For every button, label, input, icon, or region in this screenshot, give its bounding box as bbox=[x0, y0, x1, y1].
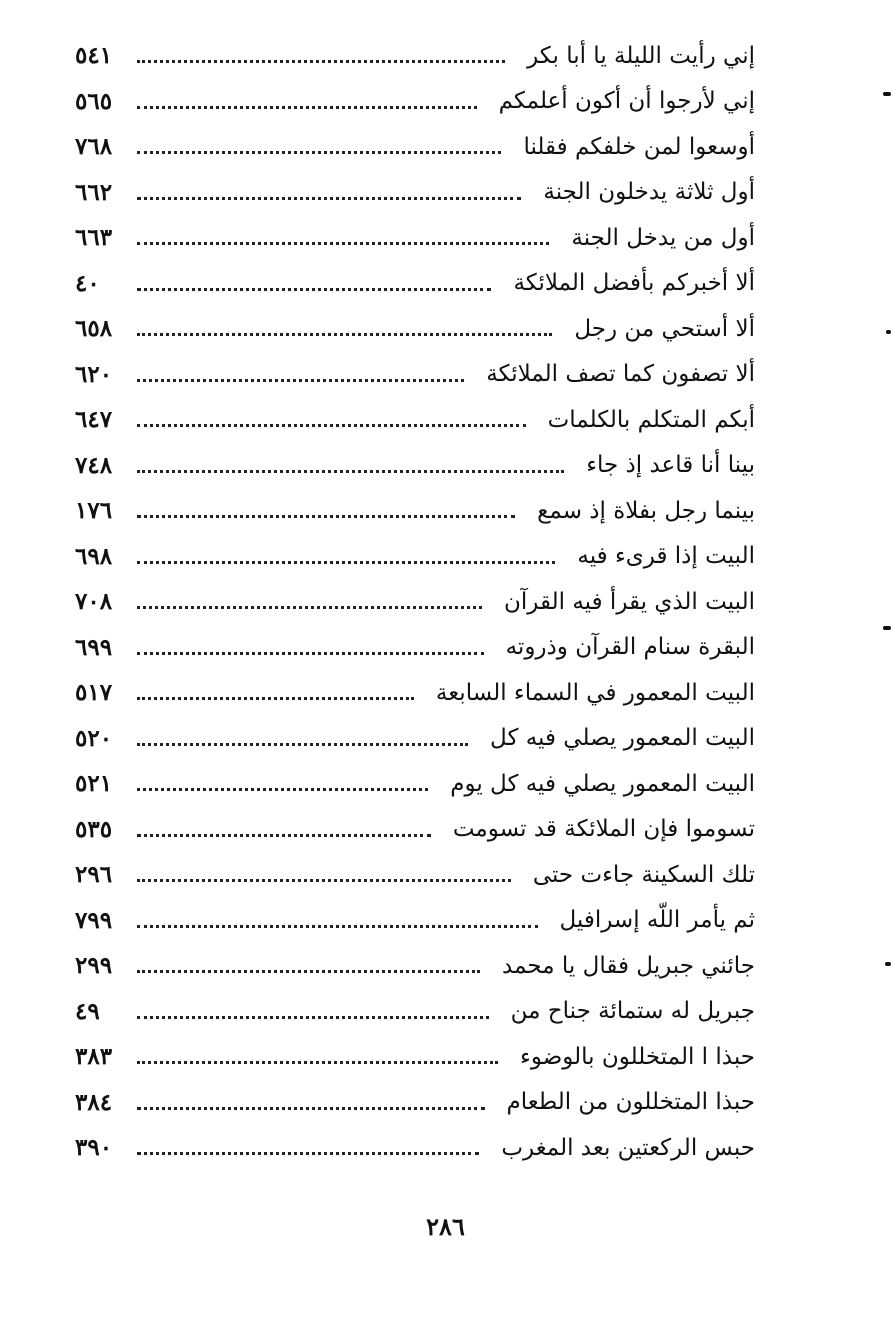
margin-mark bbox=[885, 962, 891, 966]
index-entry bbox=[75, 215, 755, 261]
entry-text: أبكم المتكلم بالكلمات bbox=[547, 406, 755, 433]
entry-text: البيت المعمور في السماء السابعة bbox=[435, 679, 755, 706]
index-entry bbox=[75, 33, 755, 79]
dot-leader bbox=[137, 925, 538, 928]
index-list bbox=[75, 33, 755, 1171]
entry-page-number: ٧٦٨ bbox=[75, 133, 113, 161]
entry-page-number: ٢٩٩ bbox=[75, 952, 113, 980]
entry-page-number: ٥٢٠ bbox=[75, 724, 113, 752]
entry-page-number: ٢٩٦ bbox=[75, 861, 113, 889]
entry-page-number: ٥١٧ bbox=[75, 679, 113, 707]
margin-mark bbox=[883, 626, 891, 630]
index-entry bbox=[75, 488, 755, 534]
dot-leader bbox=[137, 1016, 489, 1019]
index-entry bbox=[75, 534, 755, 580]
entry-page-number: ٥٢١ bbox=[75, 770, 113, 798]
dot-leader bbox=[137, 1061, 498, 1064]
entry-text: جائني جبريل فقال يا محمد bbox=[502, 952, 755, 979]
index-entry bbox=[75, 579, 755, 625]
entry-page-number: ٥٣٥ bbox=[75, 815, 113, 843]
entry-text: ألا أستحي من رجل bbox=[574, 315, 755, 342]
index-entry bbox=[75, 352, 755, 398]
index-entry bbox=[75, 761, 755, 807]
dot-leader bbox=[137, 788, 428, 791]
index-entry bbox=[75, 852, 755, 898]
dot-leader bbox=[137, 333, 552, 336]
dot-leader bbox=[137, 606, 482, 609]
index-entry bbox=[75, 1080, 755, 1126]
entry-page-number: ٦٩٨ bbox=[75, 542, 113, 570]
dot-leader bbox=[137, 697, 414, 700]
entry-page-number: ١٧٦ bbox=[75, 497, 113, 525]
dot-leader bbox=[137, 151, 501, 154]
dot-leader bbox=[137, 743, 468, 746]
index-entry bbox=[75, 1125, 755, 1171]
dot-leader bbox=[137, 470, 564, 473]
entry-page-number: ٦٥٨ bbox=[75, 315, 113, 343]
entry-text: تسوموا فإن الملائكة قد تسومت bbox=[452, 816, 755, 843]
entry-page-number: ٣٩٠ bbox=[75, 1134, 113, 1162]
entry-text: جبريل له ستمائة جناح من bbox=[510, 998, 755, 1025]
entry-page-number: ٥٤١ bbox=[75, 42, 113, 70]
entry-text: حبذا ا المتخللون بالوضوء bbox=[520, 1043, 755, 1070]
index-entry bbox=[75, 397, 755, 443]
entry-text: ألا تصفون كما تصف الملائكة bbox=[486, 361, 755, 388]
dot-leader bbox=[137, 1152, 479, 1155]
index-entry bbox=[75, 670, 755, 716]
dot-leader bbox=[137, 106, 477, 109]
entry-page-number: ٤٩ bbox=[75, 997, 100, 1025]
entry-text: حبذا المتخللون من الطعام bbox=[506, 1089, 755, 1116]
entry-page-number: ٧٠٨ bbox=[75, 588, 113, 616]
index-entry bbox=[75, 306, 755, 352]
entry-page-number: ٦٢٠ bbox=[75, 360, 113, 388]
entry-text: بينا أنا قاعد إذ جاء bbox=[586, 452, 755, 479]
dot-leader bbox=[137, 652, 484, 655]
margin-mark bbox=[883, 92, 891, 96]
entry-text: البيت إذا قرىء فيه bbox=[577, 543, 755, 570]
entry-page-number: ٦٦٢ bbox=[75, 178, 113, 206]
entry-page-number: ٣٨٤ bbox=[75, 1088, 113, 1116]
entry-page-number: ٦٤٧ bbox=[75, 406, 113, 434]
entry-text: ثم يأمر اللّه إسرافيل bbox=[559, 907, 755, 934]
entry-text: إني رأيت الليلة يا أبا بكر bbox=[527, 42, 755, 69]
entry-page-number: ٣٨٣ bbox=[75, 1043, 113, 1071]
dot-leader bbox=[137, 1107, 485, 1110]
dot-leader bbox=[137, 834, 431, 837]
index-entry bbox=[75, 807, 755, 853]
dot-leader bbox=[137, 561, 555, 564]
entry-text: حبس الركعتين بعد المغرب bbox=[501, 1134, 755, 1161]
index-entry bbox=[75, 898, 755, 944]
entry-text: أوسعوا لمن خلفكم فقلنا bbox=[523, 133, 755, 160]
entry-text: البيت الذي يقرأ فيه القرآن bbox=[504, 588, 755, 615]
entry-text: البقرة سنام القرآن وذروته bbox=[505, 634, 755, 661]
entry-page-number: ٧٩٩ bbox=[75, 906, 113, 934]
index-entry bbox=[75, 1034, 755, 1080]
entry-page-number: ٤٠ bbox=[75, 269, 100, 297]
index-entry bbox=[75, 443, 755, 489]
entry-text: إني لأرجوا أن أكون أعلمكم bbox=[498, 88, 755, 115]
index-entry bbox=[75, 124, 755, 170]
entry-text: أول من يدخل الجنة bbox=[571, 224, 755, 251]
dot-leader bbox=[137, 242, 549, 245]
margin-mark bbox=[886, 330, 891, 334]
entry-text: البيت المعمور يصلي فيه كل يوم bbox=[450, 770, 755, 797]
index-entry bbox=[75, 261, 755, 307]
entry-text: تلك السكينة جاءت حتى bbox=[532, 861, 755, 888]
dot-leader bbox=[137, 197, 521, 200]
entry-text: البيت المعمور يصلي فيه كل bbox=[490, 725, 755, 752]
page-number: ٢٨٦ bbox=[426, 1212, 465, 1241]
entry-page-number: ٦٦٣ bbox=[75, 224, 113, 252]
dot-leader bbox=[137, 288, 491, 291]
index-entry bbox=[75, 943, 755, 989]
dot-leader bbox=[137, 60, 505, 63]
dot-leader bbox=[137, 515, 515, 518]
index-entry bbox=[75, 625, 755, 671]
entry-text: ألا أخبركم بأفضل الملائكة bbox=[513, 270, 755, 297]
dot-leader bbox=[137, 424, 526, 427]
entry-text: أول ثلاثة يدخلون الجنة bbox=[543, 179, 755, 206]
dot-leader bbox=[137, 379, 464, 382]
index-entry bbox=[75, 716, 755, 762]
dot-leader bbox=[137, 879, 511, 882]
index-entry bbox=[75, 79, 755, 125]
entry-page-number: ٧٤٨ bbox=[75, 451, 113, 479]
entry-text: بينما رجل بفلاة إذ سمع bbox=[537, 497, 755, 524]
entry-page-number: ٥٦٥ bbox=[75, 87, 113, 115]
index-entry bbox=[75, 170, 755, 216]
index-entry bbox=[75, 989, 755, 1035]
dot-leader bbox=[137, 970, 480, 973]
entry-page-number: ٦٩٩ bbox=[75, 633, 113, 661]
